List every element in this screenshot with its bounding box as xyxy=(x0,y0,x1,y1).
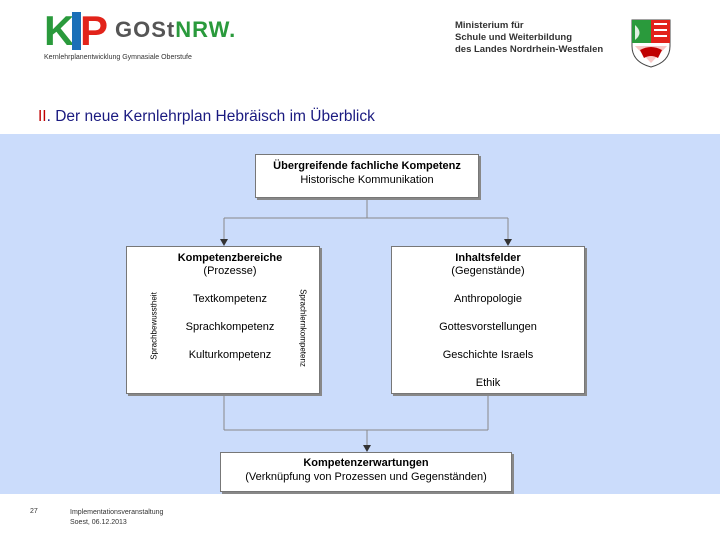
right-box-item-2: Gottesvorstellungen xyxy=(439,321,537,333)
ministry-line-2: Schule und Weiterbildung xyxy=(455,32,572,43)
ministry-line-3: des Landes Nordrhein-Westfalen xyxy=(455,44,604,55)
left-box-title: Kompetenzbereiche xyxy=(177,252,283,264)
right-box-item-4: Ethik xyxy=(475,377,501,389)
left-box-side-label-right: Sprachlernkompetenz xyxy=(298,289,308,367)
title-text: . Der neue Kernlehrplan Hebräisch im Überblick xyxy=(46,108,375,125)
bottom-box-title: Kompetenzerwartungen xyxy=(303,457,429,469)
top-box-title: Übergreifende fachliche Kompetenz xyxy=(273,160,461,172)
left-box-item-3: Kulturkompetenz xyxy=(188,349,272,361)
ministry-line-1: Ministerium für xyxy=(455,20,524,31)
arrow-down-icon xyxy=(504,239,512,246)
footer-line-1: Implementationsveranstaltung xyxy=(70,509,164,516)
footer-event xyxy=(70,508,163,528)
title-numeral: II xyxy=(38,108,47,125)
arrow-down-icon xyxy=(220,239,228,246)
right-box-item-1: Anthropologie xyxy=(454,293,522,305)
logo-subtitle: Kernlehrplanentwicklung Gymnasiale Oberstufe xyxy=(44,54,192,61)
left-box-item-1: Textkompetenz xyxy=(193,293,267,305)
left-box-side-label-left: Sprachbewusstheit xyxy=(149,292,159,360)
logo-nrw-text: NRW. xyxy=(175,17,237,42)
left-box-item-2: Sprachkompetenz xyxy=(185,321,275,333)
logo-gost-text: GOSt xyxy=(115,17,176,42)
logo-letter-p: P xyxy=(80,7,109,54)
arrow-down-icon xyxy=(363,445,371,452)
top-box-subtitle: Historische Kommunikation xyxy=(300,174,434,186)
bottom-box-subtitle: (Verknüpfung von Prozessen und Gegenständen) xyxy=(245,471,487,483)
left-box-subtitle: (Prozesse) xyxy=(203,265,257,277)
footer-line-2: Soest, 06.12.2013 xyxy=(70,519,127,526)
page-number: 27 xyxy=(30,508,38,515)
right-box-subtitle: (Gegenstände) xyxy=(451,265,525,277)
right-box-item-3: Geschichte Israels xyxy=(442,349,534,361)
right-box-title: Inhaltsfelder xyxy=(455,252,521,264)
logo-letter-k: K xyxy=(44,7,73,54)
